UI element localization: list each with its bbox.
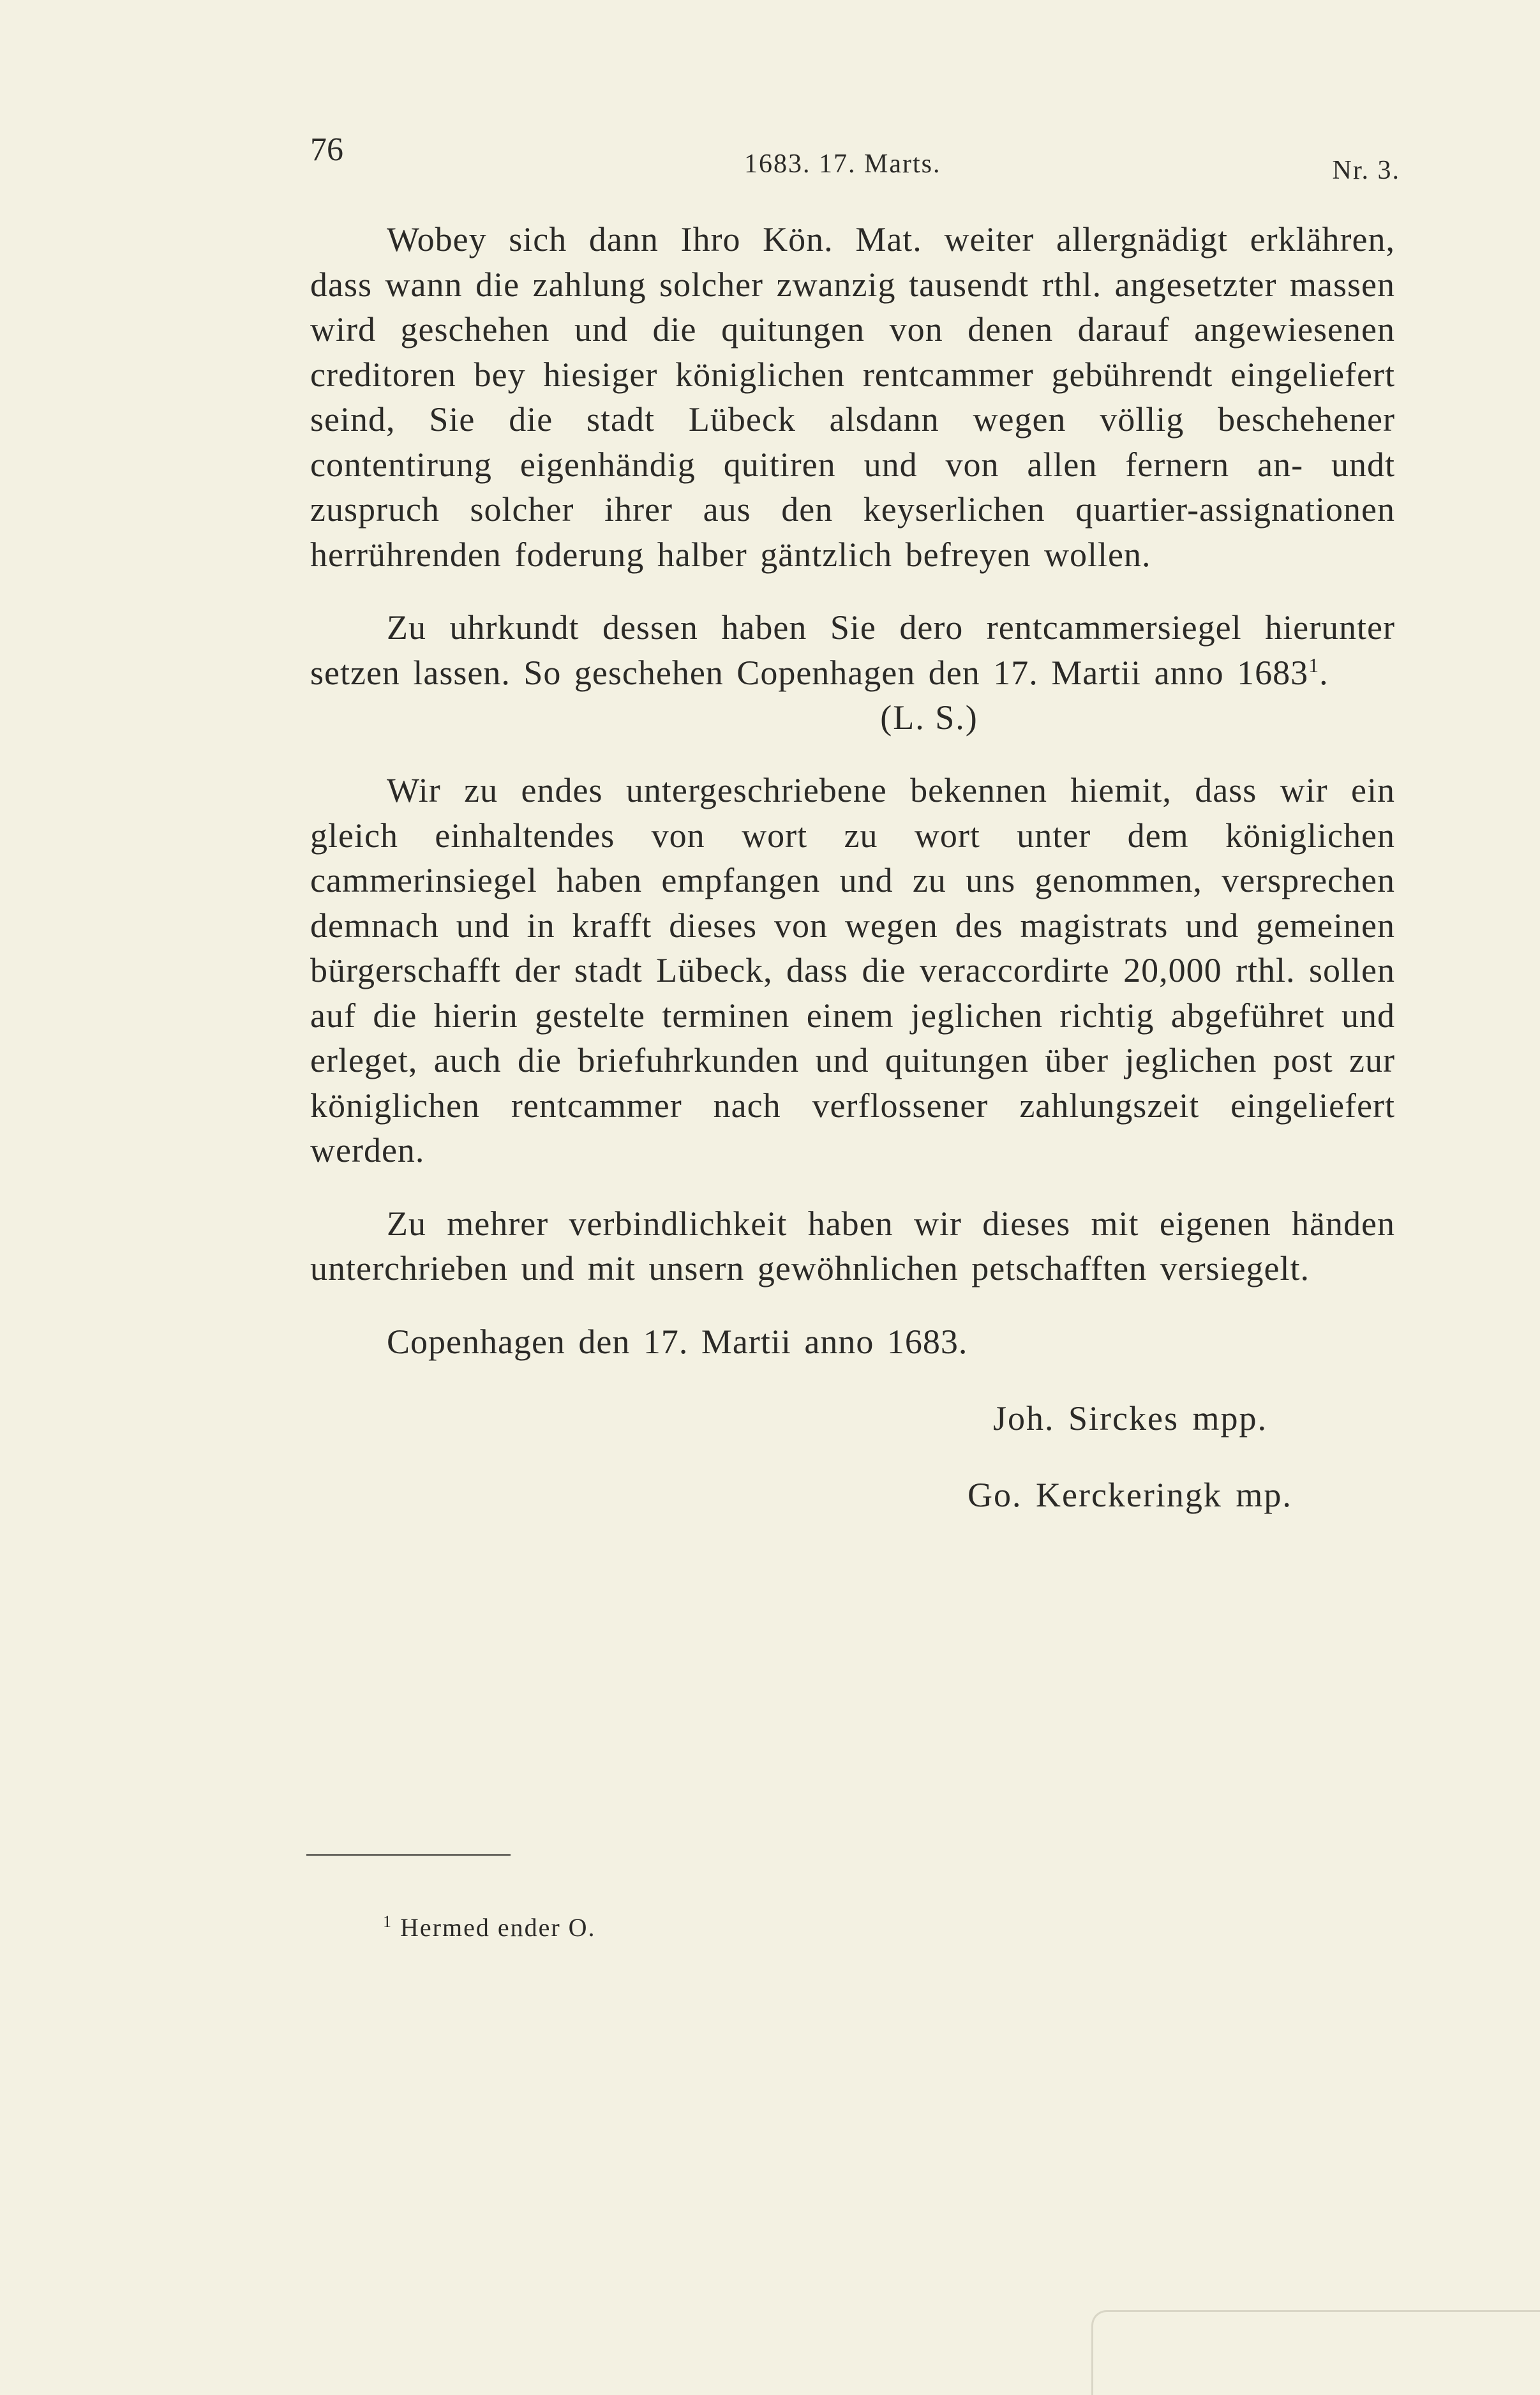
page-header — [310, 131, 1400, 188]
footnote-text: Hermed ender O. — [400, 1913, 596, 1942]
signature-1: Joh. Sirckes mpp. — [993, 1399, 1267, 1438]
dateline: Copenhagen den 17. Martii anno 1683. — [387, 1322, 968, 1361]
footnote-reference: 1 — [1308, 653, 1320, 677]
document-number: Nr. 3. — [1332, 156, 1400, 185]
paragraph-2-text: Zu uhrkundt dessen haben Sie dero rentcammersiegel hierunter setzen lassen. So geschehen Copenhagen den 17. Martii anno 1683 — [310, 608, 1395, 692]
paragraph-3: Wir zu endes untergeschriebene bekennen hiemit, dass wir ein gleich einhaltendes von wort zu wort unter dem königlichen cammerinsiegel haben empfangen und zu uns genommen, versprechen demnach und in krafft dieses von wegen des magistrats und gemeinen bürgerschafft der stadt Lübeck, dass die veraccordirte 20,000 rthl. sollen auf die hierin gestelte terminen einem jeglichen richtig abgeführet und erleget, auch die briefuhrkunden und quitungen über jeglichen post zur königlichen rentcammer nach verflossener zahlungszeit eingeliefert werden. — [310, 771, 1395, 1169]
body-text — [310, 217, 1395, 1517]
paragraph-4: Zu mehrer verbindlichkeit haben wir dieses mit eigenen händen unterchrieben und mit unsern gewöhnlichen petschafften versiegelt. — [310, 1204, 1395, 1288]
signature-2: Go. Kerckeringk mp. — [968, 1475, 1292, 1514]
running-head: 1683. 17. Marts. — [744, 149, 941, 179]
footnote-rule — [306, 1854, 511, 1856]
paragraph-2 — [310, 605, 1395, 695]
page-corner-edge — [1091, 2310, 1540, 2395]
paragraph-2-end: . — [1319, 653, 1329, 692]
paragraph-1: Wobey sich dann Ihro Kön. Mat. weiter allergnädigt erklähren, dass wann die zahlung solcher zwanzig tausendt rthl. angesetzter massen wird geschehen und die quitungen von denen darauf angewiesenen creditoren bey hiesiger königlichen rentcammer gebührendt eingeliefert seind, Sie die stadt Lübeck alsdann wegen völlig beschehener contentirung eigenhändig quitiren und von allen fernern an- undt zuspruch solcher ihrer aus den keyserlichen quartier-assignationen herrührenden foderung halber gäntzlich befreyen wollen. — [310, 220, 1395, 574]
seal-mark: (L. S.) — [880, 698, 978, 737]
page-number: 76 — [310, 131, 343, 168]
footnote — [383, 1912, 596, 1942]
footnote-mark: 1 — [383, 1912, 392, 1931]
